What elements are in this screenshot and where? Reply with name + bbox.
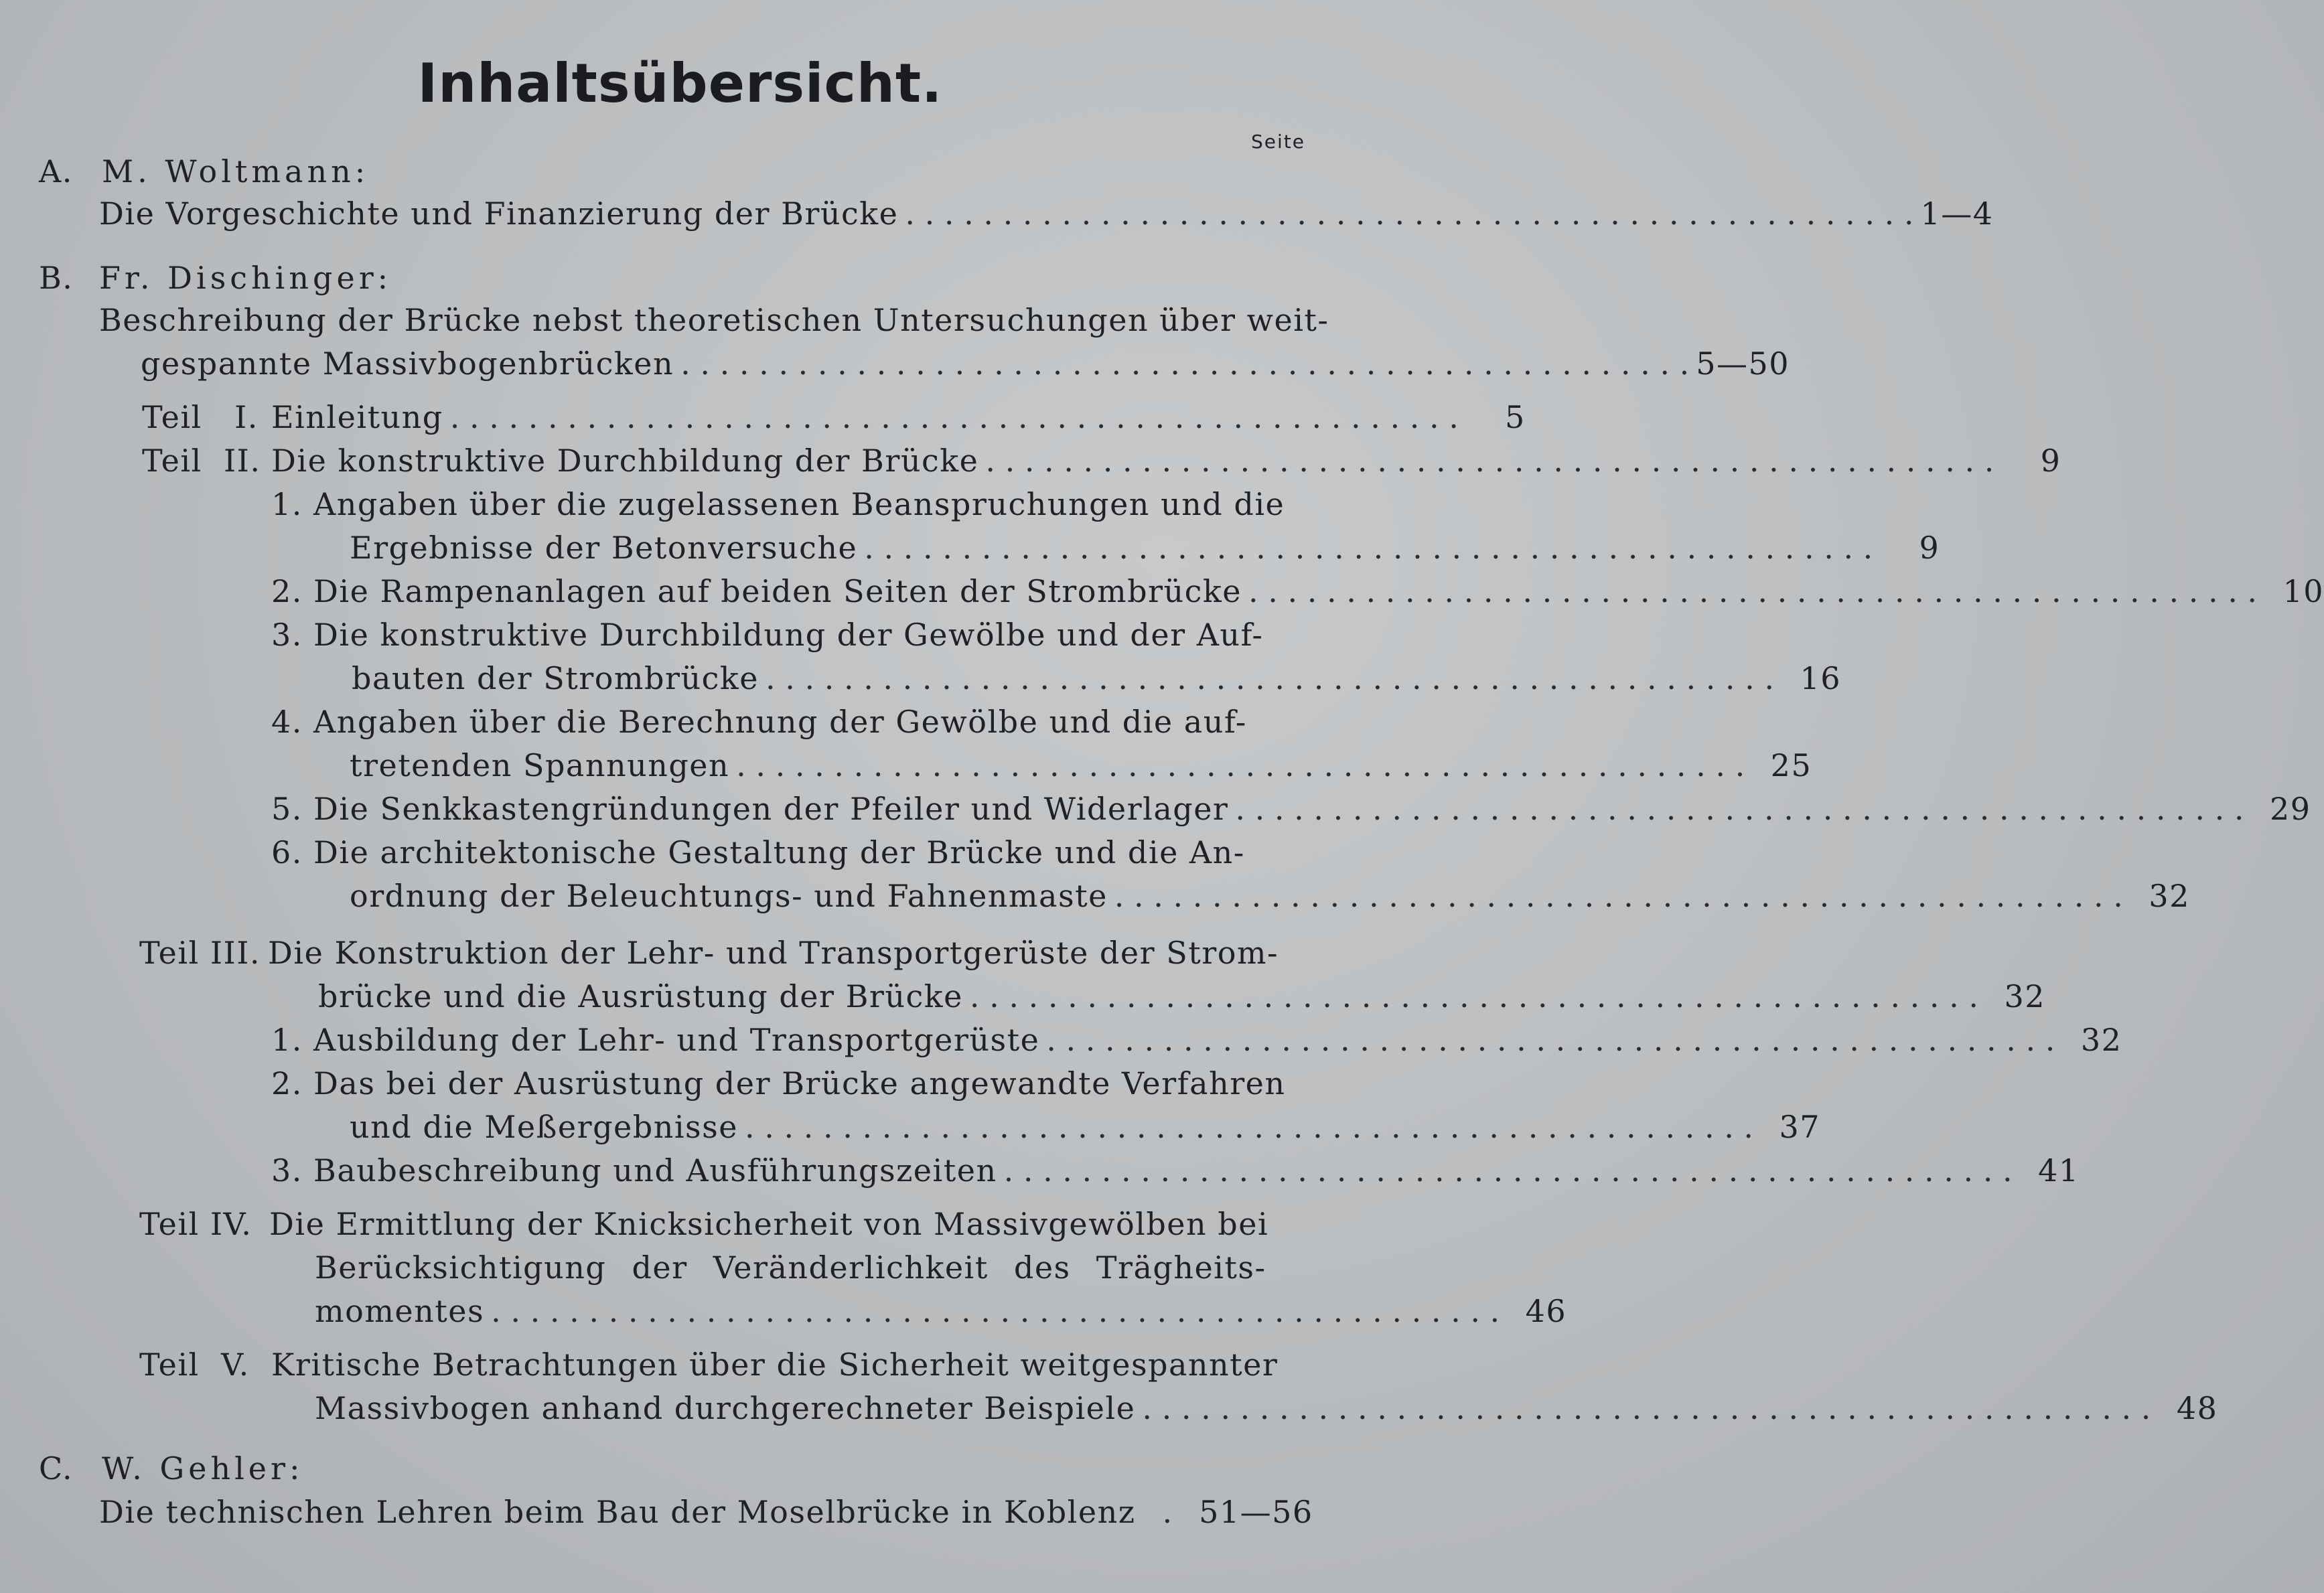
- teil3-item3-line1: 3. Baubeschreibung und Ausführungszeiten: [271, 1152, 997, 1189]
- teil5-line2: Massivbogen anhand durchgerechneter Beispiele: [315, 1390, 1136, 1426]
- teil2-item6-entry: [350, 878, 2190, 914]
- section-c-author: W. Gehler:: [102, 1450, 304, 1487]
- teil2-title: Die konstruktive Durchbildung der Brücke: [271, 443, 979, 479]
- teil3-page: 32: [2004, 978, 2045, 1014]
- page-title: Inhaltsübersicht.: [417, 52, 943, 115]
- teil2-label: Teil II.: [142, 443, 261, 479]
- leader-dots: . . . . . . . . . . . . . . . . . . . . . . . . . . . . . . . . . . . . . . . . . . . . . . . . . . . .: [1142, 1390, 2151, 1426]
- teil3-item2-line2: und die Meßergebnisse: [350, 1109, 738, 1145]
- leader-dots: . . . . . . . . . . . . . . . . . . . . . . . . . . . . . . . . . . . . . . . . . . . . . . . . . . . .: [680, 346, 1690, 382]
- teil2-item4-entry: [350, 747, 1812, 783]
- teil2-item1-entry: [350, 530, 1940, 566]
- teil2-item1-line2: Ergebnisse der Betonversuche: [350, 530, 858, 566]
- teil2-item6-line1: 6. Die architektonische Gestaltung der Brücke und die An-: [271, 834, 1245, 870]
- section-a-author: M. Woltmann:: [102, 153, 370, 189]
- section-b-entry: [141, 346, 1790, 382]
- leader-dots: . . . . . . . . . . . . . . . . . . . . . . . . . . . . . . . . . . . . . . . . . . . . . . . . . . . .: [1114, 878, 2123, 914]
- teil5-line1: Kritische Betrachtungen über die Sicherheit weitgespannter: [271, 1347, 1279, 1383]
- leader-dots: . . . . . . . . . . . . . . . . . . . . . . . . . . . . . . . . . . . . . . . . . . . . . . . . . . . .: [905, 196, 1914, 232]
- leader-dots: . . . . . . . . . . . . . . . . . . . . . . . . . . . . . . . . . . . . . . . . . . . . . . . . . . . .: [1248, 573, 2258, 609]
- teil2-item2-page: 10: [2282, 573, 2324, 609]
- teil2-item3-line1: 3. Die konstruktive Durchbildung der Gewölbe und der Auf-: [271, 617, 1264, 653]
- section-a-title: Die Vorgeschichte und Finanzierung der Brücke: [99, 196, 899, 232]
- leader-dots: . . . . . . . . . . . . . . . . . . . . . . . . . . . . . . . . . . . . . . . . . . . . . . . . . . . .: [864, 530, 1873, 566]
- teil4-label: Teil IV.: [139, 1206, 252, 1242]
- teil2-item1-line1: 1. Angaben über die zugelassenen Beanspruchungen und die: [271, 486, 1285, 522]
- teil1-title: Einleitung: [271, 399, 443, 435]
- teil2-item2-line1: 2. Die Rampenanlagen auf beiden Seiten der Strombrücke: [271, 573, 1242, 609]
- teil2-item3-page: 16: [1800, 660, 1842, 696]
- teil3-item2-line1: 2. Das bei der Ausrüstung der Brücke angewandte Verfahren: [271, 1065, 1286, 1102]
- section-a-entry: [99, 196, 1994, 232]
- teil2-item5-line1: 5. Die Senkkastengründungen der Pfeiler und Widerlager: [271, 791, 1229, 827]
- section-c-letter: C.: [39, 1450, 74, 1487]
- teil4-line3: momentes: [315, 1293, 485, 1329]
- teil1-page: 5: [1505, 399, 1526, 435]
- teil3-item1-line1: 1. Ausbildung der Lehr- und Transportgerüste: [271, 1022, 1040, 1058]
- teil4-line1: Die Ermittlung der Knicksicherheit von Massivgewölben bei: [269, 1206, 1269, 1242]
- section-b-title-line2: gespannte Massivbogenbrücken: [141, 346, 674, 382]
- teil2-item4-line1: 4. Angaben über die Berechnung der Gewölbe und die auf-: [271, 704, 1247, 740]
- teil2-item6-page: 32: [2149, 878, 2190, 914]
- teil3-entry: [318, 978, 2045, 1014]
- section-a-pages: 1—4: [1920, 196, 1994, 232]
- leader-dots: . . . . . . . . . . . . . . . . . . . . . . . . . . . . . . . . . . . . . . . . . . . . . . . . . . . .: [985, 443, 1994, 479]
- teil2-page: 9: [2040, 443, 2061, 479]
- teil2-item5-entry: [271, 791, 2311, 827]
- leader-dots: . . . . . . . . . . . . . . . . . . . . . . . . . . . . . . . . . . . . . . . . . . . . . . . . . . . .: [1003, 1152, 2013, 1189]
- teil4-line2: Berücksichtigung der Veränderlichkeit des Trägheits-: [315, 1249, 1266, 1286]
- teil2-item1-page: 9: [1919, 530, 1940, 566]
- teil1-entry: [271, 399, 1526, 435]
- section-c-title: Die technischen Lehren beim Bau der Moselbrücke in Koblenz: [99, 1494, 1136, 1530]
- leader-dots: . . . . . . . . . . . . . . . . . . . . . . . . . . . . . . . . . . . . . . . . . . . . . . . . . . . .: [736, 747, 1745, 783]
- teil3-item2-entry: [350, 1109, 1821, 1145]
- section-b-author: Fr. Dischinger:: [99, 260, 392, 296]
- leader-dots: . . . . . . . . . . . . . . . . . . . . . . . . . . . . . . . . . . . . . . . . . . . . . . . . . . . .: [969, 978, 1978, 1014]
- leader-dots: . . . . . . . . . . . . . . . . . . . . . . . . . . . . . . . . . . . . . . . . . . . . . . . . . . . .: [765, 660, 1775, 696]
- section-b-pages: 5—50: [1696, 346, 1790, 382]
- teil2-item6-line2: ordnung der Beleuchtungs- und Fahnenmaste: [350, 878, 1108, 914]
- teil1-label: Teil I.: [142, 399, 259, 435]
- leader-dots: . . . . . . . . . . . . . . . . . . . . . . . . . . . . . . . . . . . . . . . . . . . . . . . . . . . .: [491, 1293, 1500, 1329]
- teil3-item1-entry: [271, 1022, 2122, 1058]
- teil3-item2-page: 37: [1779, 1109, 1821, 1145]
- teil2-item3-entry: [352, 660, 1842, 696]
- leader-dots: . . . . . . . . . . . . . . . . . . . . . . . . . . . . . . . . . . . . . . . . . . . . . . . . . . . .: [1235, 791, 2244, 827]
- section-c-pages: 51—56: [1199, 1494, 1313, 1530]
- leader-dot: .: [1162, 1494, 1173, 1530]
- teil3-item3-page: 41: [2038, 1152, 2080, 1189]
- teil2-item5-page: 29: [2269, 791, 2311, 827]
- section-b-letter: B.: [39, 260, 74, 296]
- teil5-page: 48: [2176, 1390, 2218, 1426]
- teil5-entry: [315, 1390, 2218, 1426]
- teil3-item3-entry: [271, 1152, 2080, 1189]
- teil2-entry: [271, 443, 2061, 479]
- teil3-label: Teil III.: [139, 935, 261, 971]
- teil3-item1-page: 32: [2080, 1022, 2122, 1058]
- teil2-item3-line2: bauten der Strombrücke: [352, 660, 759, 696]
- section-c-entry: [99, 1494, 1313, 1530]
- section-b-title-line1: Beschreibung der Brücke nebst theoretischen Untersuchungen über weit-: [99, 302, 1329, 338]
- teil5-label: Teil V.: [139, 1347, 250, 1383]
- teil3-line1: Die Konstruktion der Lehr- und Transportgerüste der Strom-: [268, 935, 1279, 971]
- leader-dots: . . . . . . . . . . . . . . . . . . . . . . . . . . . . . . . . . . . . . . . . . . . . . . . . . . . .: [744, 1109, 1754, 1145]
- teil4-entry: [315, 1293, 1567, 1329]
- section-a-letter: A.: [39, 153, 73, 189]
- teil2-item4-page: 25: [1770, 747, 1812, 783]
- teil2-item4-line2: tretenden Spannungen: [350, 747, 730, 783]
- leader-dots: . . . . . . . . . . . . . . . . . . . . . . . . . . . . . . . . . . . . . . . . . . . . . . . . . . . .: [1046, 1022, 2055, 1058]
- teil3-line2: brücke und die Ausrüstung der Brücke: [318, 978, 963, 1014]
- page-column-header: Seite: [1251, 131, 1305, 153]
- teil2-item2-entry: [271, 573, 2324, 609]
- leader-dots: . . . . . . . . . . . . . . . . . . . . . . . . . . . . . . . . . . . . . . . . . . . . . . . . . . . .: [449, 399, 1459, 435]
- teil4-page: 46: [1525, 1293, 1567, 1329]
